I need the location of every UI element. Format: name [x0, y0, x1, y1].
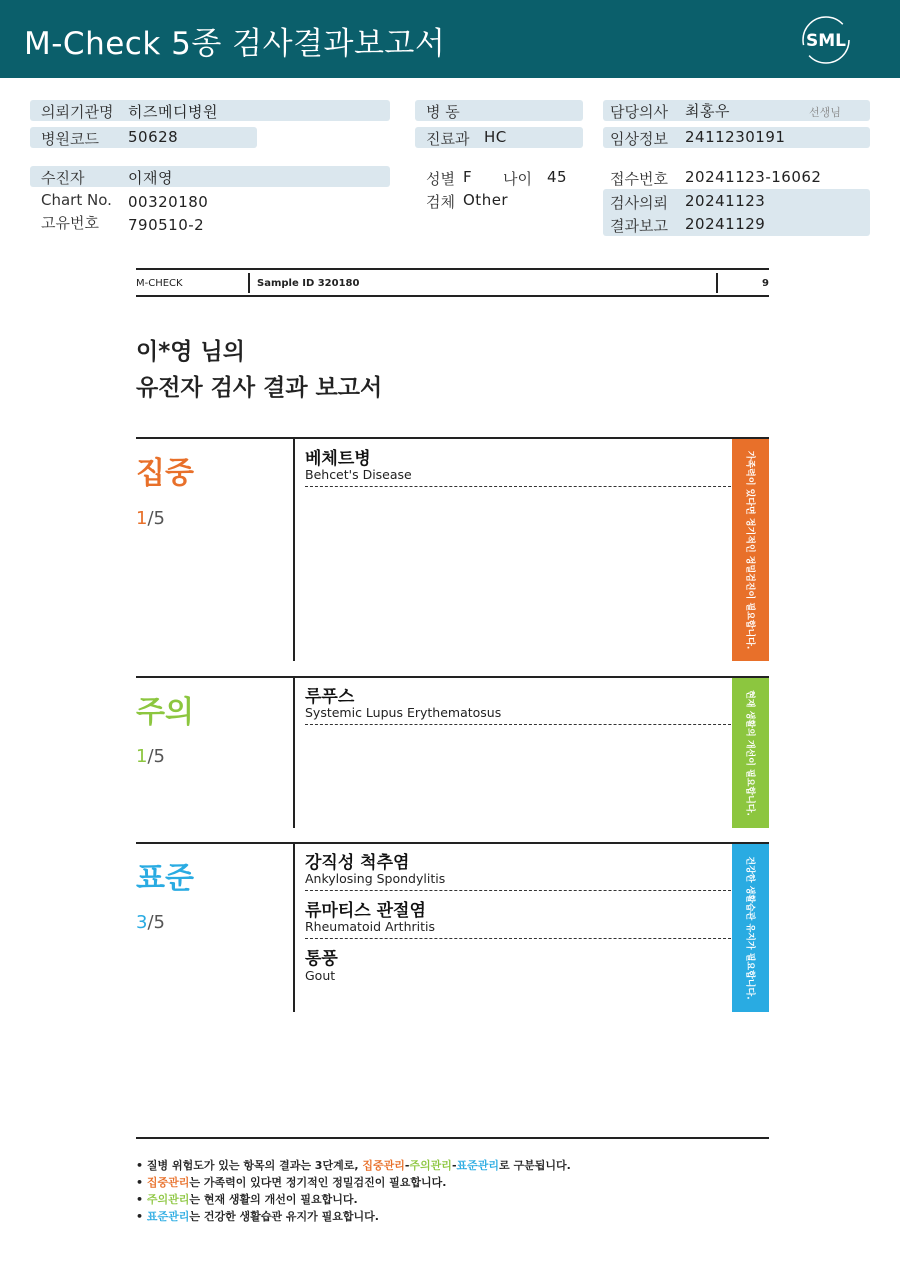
id-value: 790510-2: [128, 216, 205, 234]
disease-separator: [305, 890, 731, 891]
chart-value: 00320180: [128, 193, 209, 211]
section3-note-bar: [732, 844, 769, 1012]
section2-category: 주의: [136, 695, 194, 730]
clinical-value: 2411230191: [685, 128, 786, 146]
receipt-label: 접수번호: [610, 170, 668, 188]
receipt-value: 20241123-16062: [685, 168, 822, 186]
hospital-value: 히즈메디병원: [128, 103, 218, 121]
chart-label: Chart No.: [41, 191, 112, 209]
specimen-label: 검체: [426, 193, 455, 211]
header-divider-2: [716, 273, 718, 293]
id-label: 고유번호: [41, 214, 99, 232]
clinical-label: 임상정보: [610, 130, 668, 148]
footer-line-1: • 질병 위험도가 있는 항목의 결과는 3단계로, 집중관리-주의관리-표준관리로 구분됩니다.: [136, 1159, 571, 1172]
disease-name-ko: 베체트병: [305, 449, 371, 469]
report-top-rule: [136, 268, 769, 270]
disease-name-ko: 강직성 척추염: [305, 853, 410, 873]
request-value: 20241123: [685, 192, 766, 210]
section1-category: 집중: [136, 456, 194, 491]
header-bar: [0, 0, 900, 78]
section2-rule: [136, 676, 769, 678]
disease-name-ko: 루푸스: [305, 687, 355, 707]
section1-divider: [293, 437, 295, 661]
footer-line-3: • 주의관리는 현재 생활의 개선이 필요합니다.: [136, 1193, 358, 1206]
dept-value: HC: [484, 128, 507, 146]
footer-line-2: • 집중관리는 가족력이 있다면 정기적인 정밀검진이 필요합니다.: [136, 1176, 447, 1189]
doctor-suffix: 선생님: [809, 106, 841, 119]
section3-divider: [293, 842, 295, 1012]
patient-value: 이재영: [128, 169, 173, 187]
section1-count: 1/5: [136, 508, 165, 529]
disease-name-ko: 통풍: [305, 949, 338, 969]
report-title: M-Check 5종 검사결과보고서: [24, 26, 446, 62]
sml-logo: [800, 14, 852, 66]
footer-rule: [136, 1137, 769, 1139]
request-label: 검사의뢰: [610, 194, 668, 212]
doctor-value: 최홍우: [685, 102, 730, 120]
dept-label: 진료과: [426, 130, 470, 148]
disease-separator: [305, 938, 731, 939]
report-date-label: 결과보고: [610, 217, 668, 235]
header-divider-1: [248, 273, 250, 293]
report-brand: M-CHECK: [136, 278, 183, 289]
disease-name-ko: 류마티스 관절염: [305, 901, 426, 921]
section2-count: 1/5: [136, 746, 165, 767]
footer-line-4: • 표준관리는 건강한 생활습관 유지가 필요합니다.: [136, 1210, 379, 1223]
report-date-value: 20241129: [685, 215, 766, 233]
section3-category: 표준: [136, 861, 194, 896]
disease-name-en: Gout: [305, 968, 336, 983]
report-heading-line2: 유전자 검사 결과 보고서: [136, 375, 383, 401]
sex-value: F: [463, 168, 473, 186]
disease-name-en: Systemic Lupus Erythematosus: [305, 705, 502, 720]
disease-name-en: Ankylosing Spondylitis: [305, 871, 446, 886]
section3-rule: [136, 842, 769, 844]
section1-note-bar: [732, 439, 769, 661]
section2-note: 현재 생활의 개선이 필요합니다.: [744, 690, 754, 816]
sample-id: Sample ID 320180: [257, 278, 360, 289]
disease-name-en: Behcet's Disease: [305, 467, 412, 482]
age-value: 45: [547, 168, 568, 186]
code-value: 50628: [128, 128, 179, 146]
report-heading-line1: 이*영 님의: [136, 339, 245, 365]
hospital-label: 의뢰기관명: [41, 103, 114, 121]
logo-text: SML: [806, 31, 846, 51]
code-label: 병원코드: [41, 130, 99, 148]
sex-label: 성별: [426, 170, 455, 188]
disease-name-en: Rheumatoid Arthritis: [305, 919, 435, 934]
age-label: 나이: [503, 170, 532, 188]
doctor-label: 담당의사: [610, 103, 668, 121]
page-number: 9: [762, 278, 769, 289]
section2-divider: [293, 676, 295, 828]
report-header-rule: [136, 295, 769, 297]
section1-note: 가족력이 있다면 정기적인 정밀검진이 필요합니다.: [744, 450, 754, 650]
ward-label: 병 동: [426, 103, 460, 121]
section1-rule: [136, 437, 769, 439]
patient-label: 수진자: [41, 169, 85, 187]
section2-note-bar: [732, 678, 769, 828]
section3-note: 건강한 생활습관 유지가 필요합니다.: [744, 856, 754, 1000]
section3-count: 3/5: [136, 912, 165, 933]
specimen-value: Other: [463, 191, 509, 209]
disease-separator: [305, 724, 731, 725]
disease-separator: [305, 486, 731, 487]
